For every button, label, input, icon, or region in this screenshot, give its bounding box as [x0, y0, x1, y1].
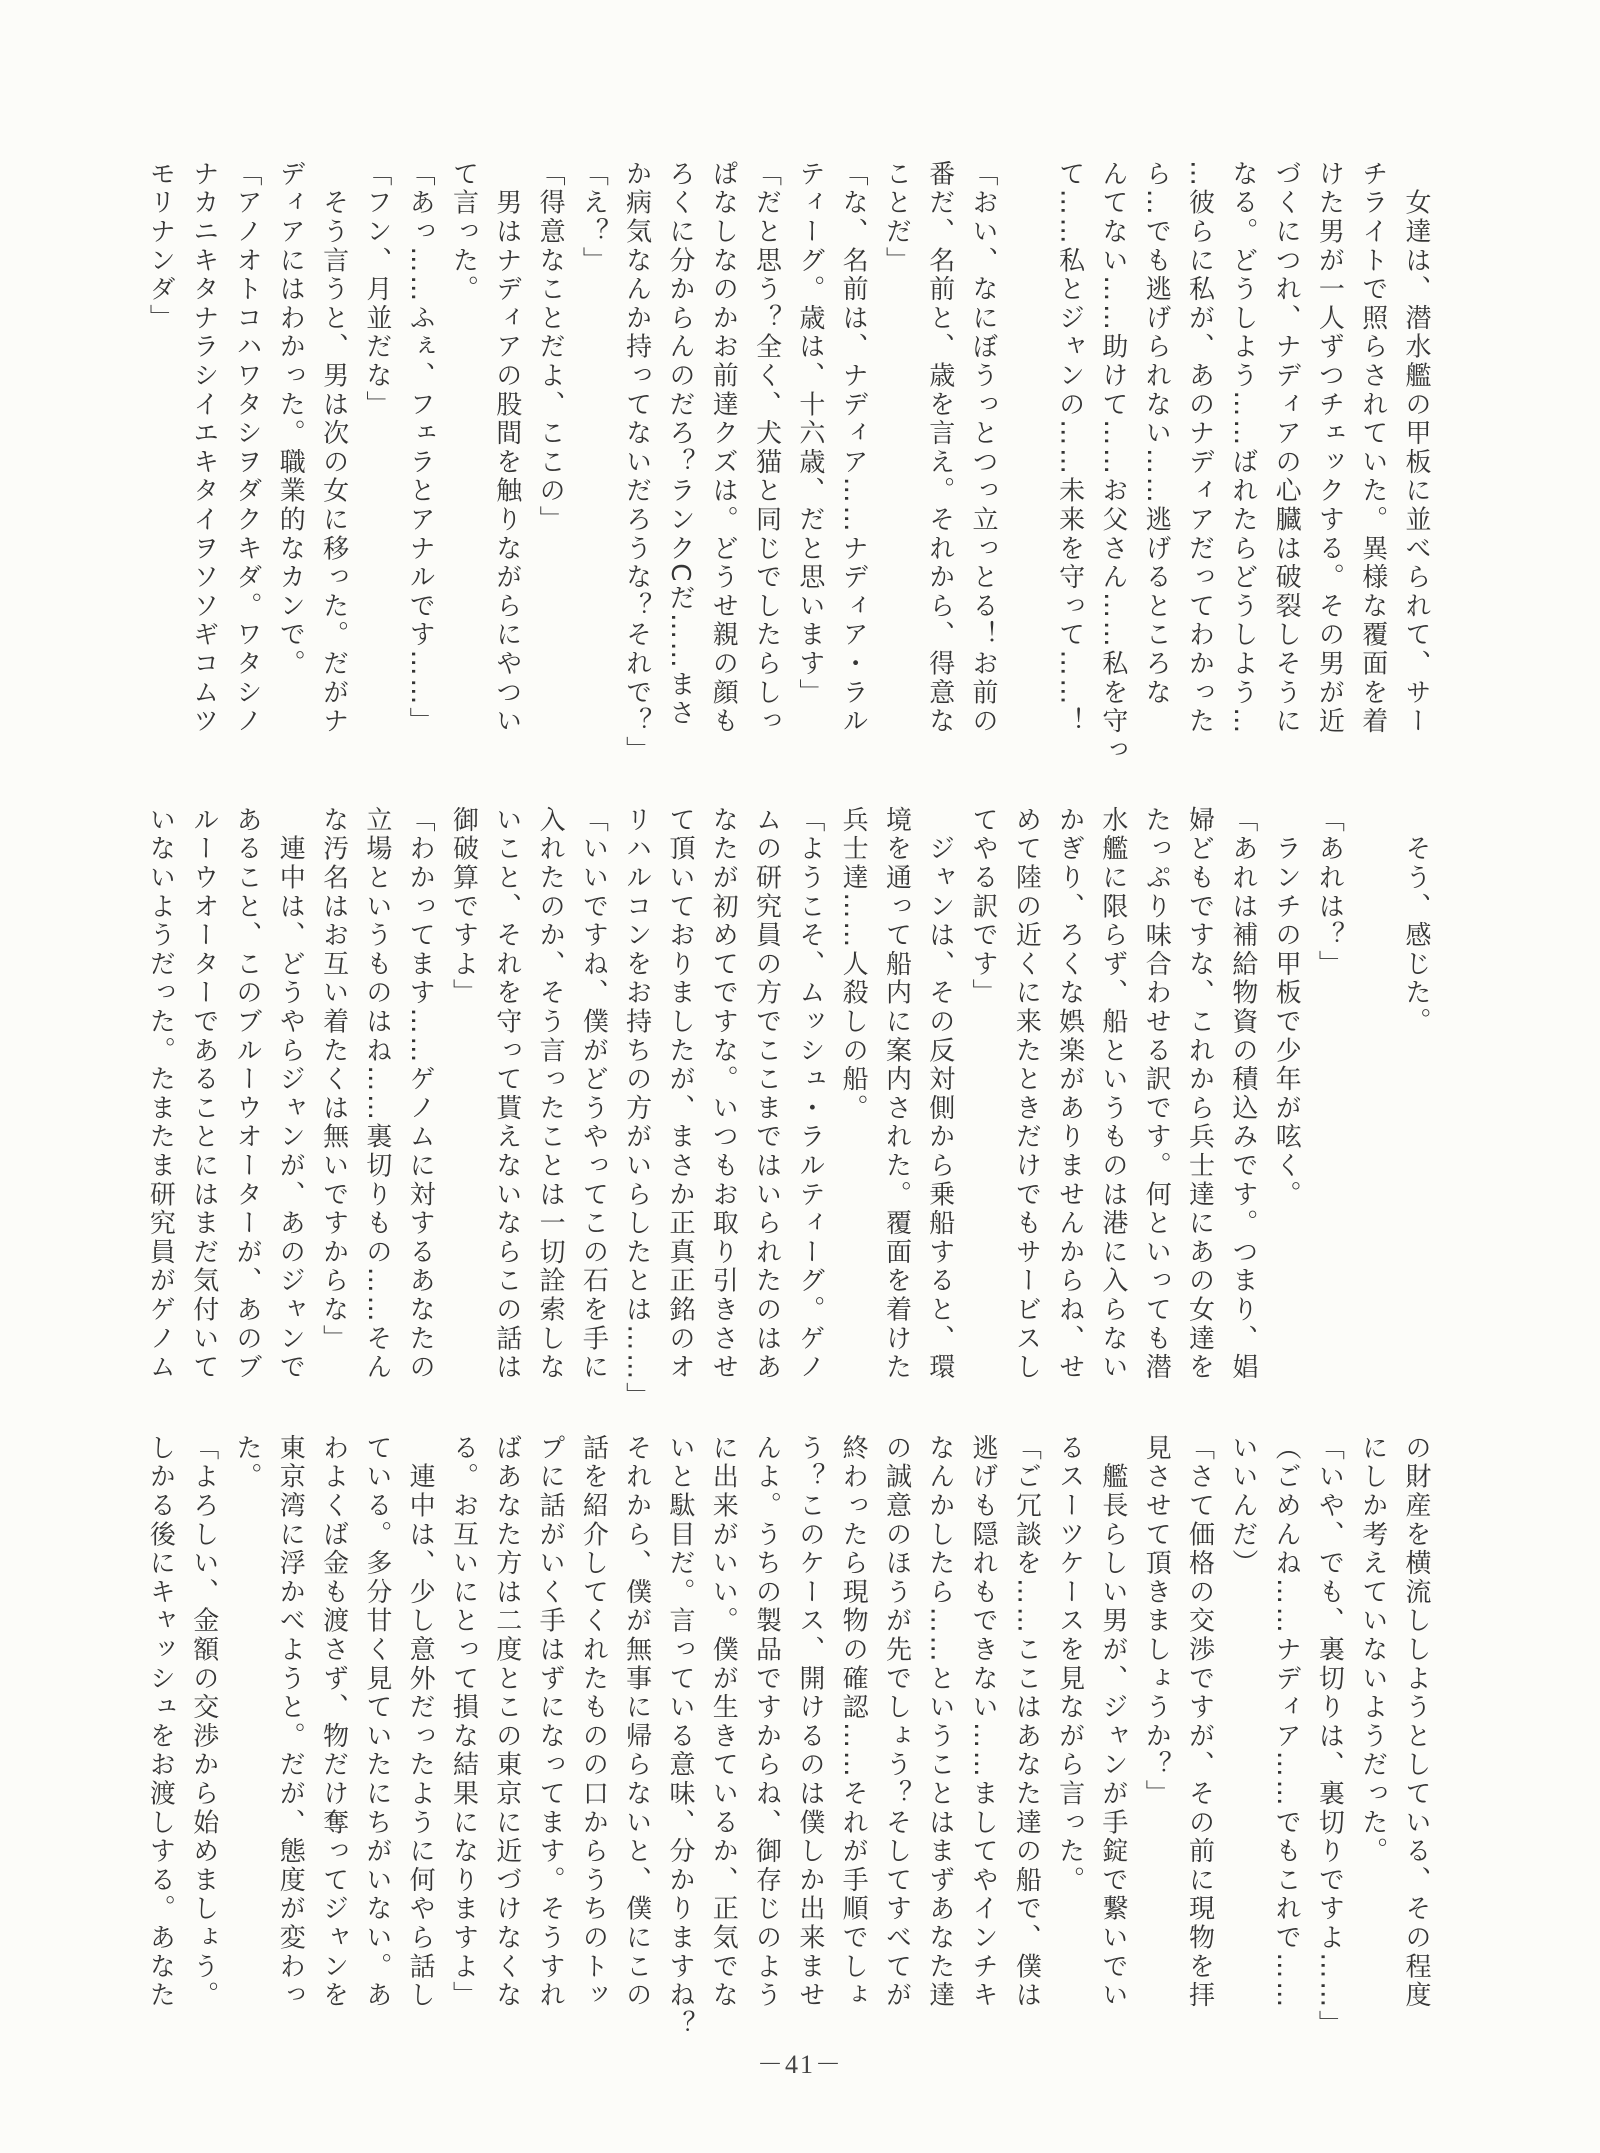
- text-line: 男はナディアの股間を触りながらにやつい: [491, 160, 522, 736]
- text-line: 御破算ですよ」: [448, 806, 479, 1008]
- text-line: 兵士達……人殺しの船。: [838, 806, 869, 1123]
- text-line: 艦長らしい男が、ジャンが手錠で繋いでい: [1097, 1434, 1128, 2010]
- text-line: て頂いておりましたが、まさか正真正銘のオ: [664, 806, 695, 1382]
- text-line: ら…でも逃げられない……逃げるところな: [1141, 160, 1172, 708]
- text-line: なたが初めてですな。いつもお取り引きさせ: [708, 806, 739, 1382]
- text-line: いないようだった。たまたま研究員がゲノム: [145, 806, 176, 1382]
- text-line: んよ。うちの製品ですからね、御存じのよう: [751, 1434, 782, 2010]
- text-line: る。お互いにとって損な結果になりますよ」: [448, 1434, 479, 2010]
- text-line: ことだ」: [881, 160, 912, 276]
- text-line: あること、このブルーウオーターが、あのブ: [231, 806, 262, 1382]
- text-line: しかる後にキャッシュをお渡しする。あなた: [145, 1434, 176, 2010]
- text-line: 「ご冗談を……ここはあなた達の船で、僕は: [1011, 1434, 1042, 2010]
- text-line: ランチの甲板で少年が呟く。: [1271, 806, 1302, 1210]
- text-line: 番だ、名前と、歳を言え。それから、得意な: [924, 160, 955, 736]
- text-line: …彼らに私が、あのナディアだってわかった: [1184, 160, 1215, 736]
- text-line: 終わったら現物の確認……それが手順でしょ: [838, 1434, 869, 2010]
- blank-line: [1004, 160, 1047, 750]
- text-line: （ごめんね……ナディア……でもこれで……: [1271, 1434, 1302, 2010]
- text-line: ている。多分甘く見ていたにちがいない。あ: [361, 1434, 392, 2010]
- blank-line: [1350, 806, 1393, 1396]
- text-line: なる。どうしよう……ばれたらどうしよう…: [1227, 160, 1258, 736]
- text-line: 婦どもですな、これから兵士達にあの女達を: [1184, 806, 1215, 1382]
- text-line: プに話がいく手はずになってます。そうすれ: [535, 1434, 566, 2010]
- text-line: たっぷり味合わせる訳です。何といっても潜: [1141, 806, 1172, 1382]
- text-block-middle: [137, 806, 1437, 1411]
- text-line: めて陸の近くに来たときだけでもサービスし: [1011, 806, 1042, 1382]
- text-line: わよくば金も渡さず、物だけ奪ってジャンを: [318, 1434, 349, 2010]
- text-line: にしか考えていないようだった。: [1357, 1434, 1388, 1866]
- text-line: チライトで照らされていた。異様な覆面を着: [1357, 160, 1388, 736]
- text-line: なんかしたら……ということはまずあなた達: [924, 1434, 955, 2010]
- text-line: んてない……助けて……お父さん……私を守っ: [1097, 160, 1128, 765]
- text-line: ろくに分からんのだろ？ランクCだ……まさ: [664, 160, 695, 729]
- text-line: な汚名はお互い着たくは無いですからな」: [318, 806, 349, 1354]
- text-line: けた男が一人ずつチェックする。その男が近: [1314, 160, 1345, 736]
- text-line: 「え？」: [578, 160, 609, 276]
- text-line: いいんだ）: [1227, 1434, 1258, 1578]
- text-line: ルーウオーターであることにはまだ気付いて: [188, 806, 219, 1382]
- text-line: ぱなしなのかお前達クズは。どうせ親の顔も: [708, 160, 739, 736]
- text-line: いこと、それを守って貰えないならこの話は: [491, 806, 522, 1382]
- text-line: モリナンダ」: [145, 160, 176, 333]
- text-line: 「わかってます……ゲノムに対するあなたの: [405, 806, 436, 1382]
- text-line: 「ようこそ、ムッシュ・ラルティーグ。ゲノ: [794, 806, 825, 1382]
- text-line: の財産を横流ししようとしている、その程度: [1401, 1434, 1431, 2010]
- text-line: 「あっ……ふぇ、フェラとアナルです……」: [405, 160, 436, 736]
- text-line: かぎり、ろくな娯楽がありませんからね、せ: [1054, 806, 1085, 1382]
- text-line: 「な、名前は、ナディア……ナディア・ラル: [838, 160, 869, 736]
- text-line: 「さて価格の交渉ですが、その前に現物を拝: [1184, 1434, 1215, 2010]
- text-line: た。: [231, 1434, 262, 1492]
- text-line: るスーツケースを見ながら言った。: [1054, 1434, 1085, 1895]
- text-line: てやる訳です」: [968, 806, 999, 1008]
- text-line: 「いいですね、僕がどうやってこの石を手に: [578, 806, 609, 1382]
- text-line: 水艦に限らず、船というものは港に入らない: [1097, 806, 1128, 1382]
- page-number: －41－: [756, 2050, 843, 2079]
- text-block-top: [137, 160, 1437, 765]
- text-line: う？このケース、開けるのは僕しか出来ませ: [794, 1434, 825, 2010]
- text-line: そう言うと、男は次の女に移った。だがナ: [318, 160, 349, 736]
- text-line: て……私とジャンの……未来を守って……！: [1054, 160, 1085, 736]
- text-line: 東京湾に浮かべようと。だが、態度が変わっ: [275, 1434, 306, 2010]
- text-line: ティーグ。歳は、十六歳、だと思います」: [794, 160, 825, 708]
- text-line: 「アノオトコハワタシヲダクキダ。ワタシノ: [231, 160, 262, 736]
- text-line: そう、感じた。: [1401, 806, 1431, 1037]
- text-line: 女達は、潜水艦の甲板に並べられて、サー: [1401, 160, 1431, 736]
- text-line: ジャンは、その反対側から乗船すると、環: [924, 806, 955, 1382]
- text-line: ディアにはわかった。職業的なカンで。: [275, 160, 306, 679]
- text-line: それから、僕が無事に帰らないと、僕にこの: [621, 1434, 652, 2010]
- text-line: いと駄目だ。言っている意味、分かりますね？: [664, 1434, 695, 2039]
- text-line: 「フン、月並だな」: [361, 160, 392, 420]
- text-line: 「いや、でも、裏切りは、裏切りですよ……」: [1314, 1434, 1345, 2039]
- text-line: リハルコンをお持ちの方がいらしたとは……」: [621, 806, 652, 1411]
- text-line: 「だと思う？全く、犬猫と同じでしたらしっ: [751, 160, 782, 736]
- text-line: 連中は、どうやらジャンが、あのジャンで: [275, 806, 306, 1382]
- text-line: 「よろしい、金額の交渉から始めましょう。: [188, 1434, 219, 2010]
- text-line: ナカニキタナラシイエキタイヲソソギコムツ: [188, 160, 219, 736]
- text-line: か病気なんか持ってないだろうな？それで？」: [621, 160, 652, 765]
- text-line: 入れたのか、そう言ったことは一切詮索しな: [535, 806, 566, 1382]
- text-line: 見させて頂きましょうか？」: [1141, 1434, 1172, 1809]
- text-line: 「あれは？」: [1314, 806, 1345, 979]
- text-line: て言った。: [448, 160, 479, 304]
- text-block-bottom: [137, 1434, 1437, 2039]
- text-line: ムの研究員の方でここまではいられたのはあ: [751, 806, 782, 1382]
- text-line: 「おい、なにぼうっとつっ立っとる！お前の: [968, 160, 999, 736]
- text-line: 「得意なことだよ、ここの」: [535, 160, 566, 535]
- text-line: 境を通って船内に案内された。覆面を着けた: [881, 806, 912, 1382]
- text-line: 立場というものはね……裏切りもの……そん: [361, 806, 392, 1382]
- text-line: ばあなた方は二度とこの東京に近づけなくな: [491, 1434, 522, 2010]
- text-line: 連中は、少し意外だったように何やら話し: [405, 1434, 436, 2010]
- text-line: 話を紹介してくれたものの口からうちのトッ: [578, 1434, 609, 2010]
- text-line: の誠意のほうが先でしょう？そしてすべてが: [881, 1434, 912, 2010]
- text-line: づくにつれ、ナディアの心臓は破裂しそうに: [1271, 160, 1302, 736]
- text-line: 逃げも隠れもできない……ましてやインチキ: [968, 1434, 999, 2010]
- text-line: 「あれは補給物資の積込みです。つまり、娼: [1227, 806, 1258, 1382]
- text-line: に出来がいい。僕が生きているか、正気でな: [708, 1434, 739, 2010]
